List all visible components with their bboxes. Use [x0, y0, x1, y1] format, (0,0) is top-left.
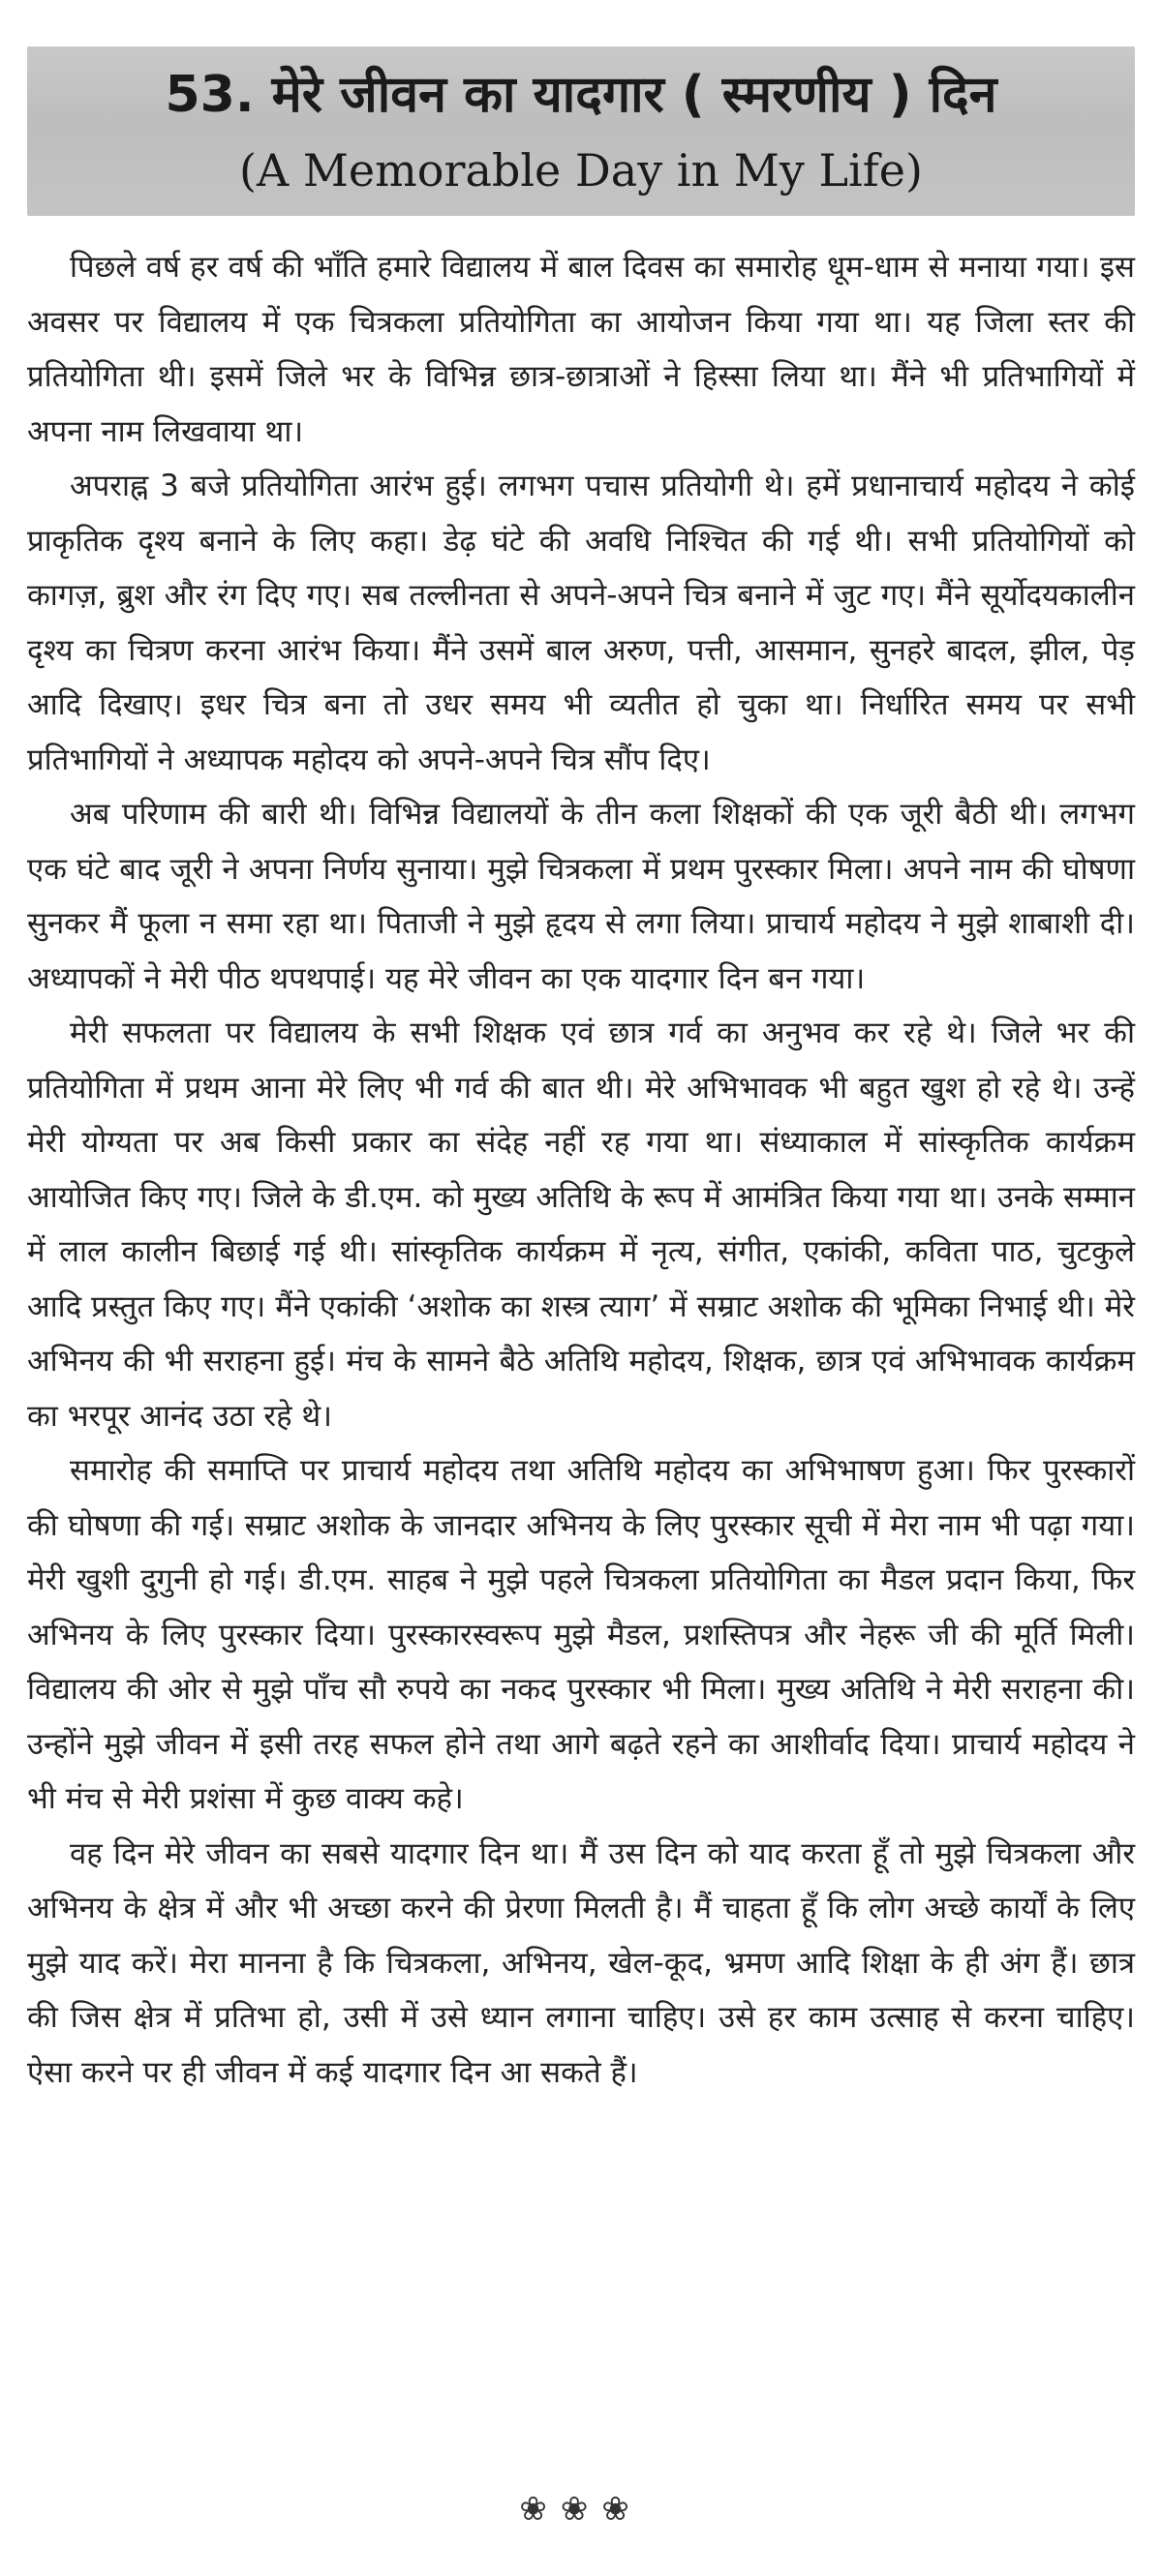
page-title-hindi: 53. मेरे जीवन का यादगार ( स्मरणीय ) दिन — [165, 66, 997, 124]
paragraph-5: समारोह की समाप्ति पर प्राचार्य महोदय तथा अतिथि महोदय का अभिभाषण हुआ। फिर पुरस्कारों की घोषणा की गई। सम्राट अशोक के जानदार अभिनय के लिए पुरस्कार सूची में मेरा नाम भी पढ़ा गया। मेरी खुशी दुगुनी हो गई। डी.एम. साहब ने मुझे पहले चित्रकला प्रतियोगिता का मैडल प्रदान किया, फिर अभिनय के लिए पुरस्कार दिया। पुरस्कारस्वरूप मुझे मैडल, प्रशस्तिपत्र और नेहरू जी की मूर्ति मिली। विद्यालय की ओर से मुझे पाँच सौ रुपये का नकद पुरस्कार भी मिला। मुख्य अतिथि ने मेरी सराहना की। उन्होंने मुझे जीवन में इसी तरह सफल होने तथा आगे बढ़ते रहने का आशीर्वाद दिया। प्राचार्य महोदय ने भी मंच से मेरी प्रशंसा में कुछ वाक्य कहे। — [27, 1453, 1135, 1816]
paragraph-4: मेरी सफलता पर विद्यालय के सभी शिक्षक एवं छात्र गर्व का अनुभव कर रहे थे। जिले भर की प्रतियोगिता में प्रथम आना मेरे लिए भी गर्व की बात थी। मेरे अभिभावक भी बहुत खुश हो रहे थे। उन्हें मेरी योग्यता पर अब किसी प्रकार का संदेह नहीं रह गया था। संध्याकाल में सांस्कृतिक कार्यक्रम आयोजित किए गए। जिले के डी.एम. को मुख्य अतिथि के रूप में आमंत्रित किया गया था। उनके सम्मान में लाल कालीन बिछाई गई थी। सांस्कृतिक कार्यक्रम में नृत्य, संगीत, एकांकी, कविता पाठ, चुटकुले आदि प्रस्तुत किए गए। मैंने एकांकी ‘अशोक का शस्त्र त्याग’ में सम्राट अशोक की भूमिका निभाई थी। मेरे अभिनय की भी सराहना हुई। मंच के सामने बैठे अतिथि महोदय, शिक्षक, छात्र एवं अभिभावक कार्यक्रम का भरपूर आनंद उठा रहे थे। — [27, 1015, 1135, 1434]
paragraph-3: अब परिणाम की बारी थी। विभिन्न विद्यालयों के तीन कला शिक्षकों की एक जूरी बैठी थी। लगभग एक घंटे बाद जूरी ने अपना निर्णय सुनाया। मुझे चित्रकला में प्रथम पुरस्कार मिला। अपने नाम की घोषणा सुनकर मैं फूला न समा रहा था। पिताजी ने मुझे हृदय से लगा लिया। प्राचार्य महोदय ने मुझे शाबाशी दी। अध्यापकों ने मेरी पीठ थपथपाई। यह मेरे जीवन का एक यादगार दिन बन गया। — [27, 797, 1135, 996]
title-banner — [27, 46, 1135, 216]
paragraph-2: अपराह्न 3 बजे प्रतियोगिता आरंभ हुई। लगभग पचास प्रतियोगी थे। हमें प्रधानाचार्य महोदय ने कोई प्राकृतिक दृश्य बनाने के लिए कहा। डेढ़ घंटे की अवधि निश्चित की गई थी। सभी प्रतियोगियों को कागज़, ब्रुश और रंग दिए गए। सब तल्लीनता से अपने-अपने चित्र बनाने में जुट गए। मैंने सूर्योदयकालीन दृश्य का चित्रण करना आरंभ किया। मैंने उसमें बाल अरुण, पत्ती, आसमान, सुनहरे बादल, झील, पेड़ आदि दिखाए। इधर चित्र बना तो उधर समय भी व्यतीत हो चुका था। निर्धारित समय पर सभी प्रतिभागियों ने अध्यापक महोदय को अपने-अपने चित्र सौंप दिए। — [27, 469, 1135, 777]
flower-ornament-icon: ❀❀❀ — [519, 2490, 643, 2529]
page-title-english: (A Memorable Day in My Life) — [239, 144, 923, 197]
paragraph-1: पिछले वर्ष हर वर्ष की भाँति हमारे विद्यालय में बाल दिवस का समारोह धूम-धाम से मनाया गया। इस अवसर पर विद्यालय में एक चित्रकला प्रतियोगिता का आयोजन किया गया था। यह जिला स्तर की प्रतियोगिता थी। इसमें जिले भर के विभिन्न छात्र-छात्राओं ने हिस्सा लिया था। मैंने भी प्रतिभागियों में अपना नाम लिखवाया था। — [27, 250, 1135, 449]
essay-body — [27, 240, 1135, 2100]
paragraph-6: वह दिन मेरे जीवन का सबसे यादगार दिन था। मैं उस दिन को याद करता हूँ तो मुझे चित्रकला और अभिनय के क्षेत्र में और भी अच्छा करने की प्रेरणा मिलती है। मैं चाहता हूँ कि लोग अच्छे कार्यों के लिए मुझे याद करें। मेरा मानना है कि चित्रकला, अभिनय, खेल-कूद, भ्रमण आदि शिक्षा के ही अंग हैं। छात्र की जिस क्षेत्र में प्रतिभा हो, उसी में उसे ध्यान लगाना चाहिए। उसे हर काम उत्साह से करना चाहिए। ऐसा करने पर ही जीवन में कई यादगार दिन आ सकते हैं। — [27, 1835, 1135, 2090]
